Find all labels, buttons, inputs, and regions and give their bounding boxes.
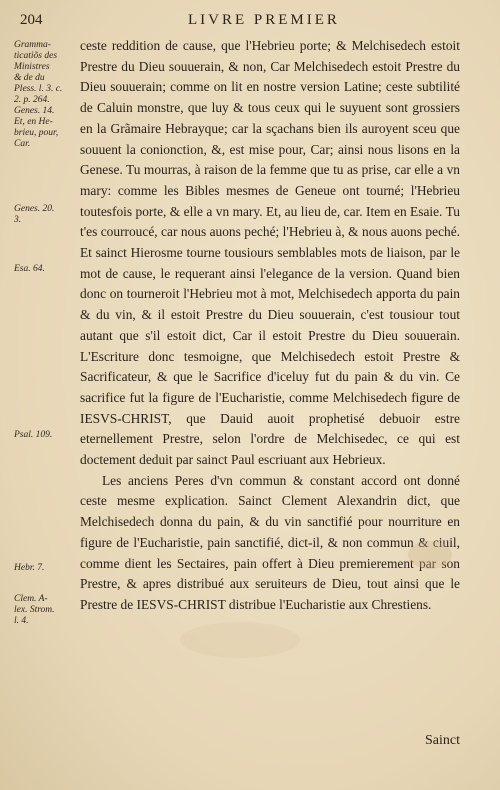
margin-note: Esa. 64. [14,264,45,274]
page-header [18,12,468,34]
body-text [80,36,460,616]
margin-note: Genes. 20. 3. [14,204,55,225]
paragraph: Les anciens Peres d'vn commun & constant accord ont donné ceste mesme explication. Sainct Clement Alexandrin dict, que Melchisedech donna du pain, & du vin sanctifié pour nourriture en figure de l'Eucharistie, pain sanctifié, dict-il, & non commun & ciuil, comme dient les Sectaires, pain offert à Dieu premierement par son Prestre, & apres distribué aux seruiteurs de Dieu, tout ainsi que le Prestre de IESVS-CHRIST distribue l'Eucharistie aux Chrestiens. [80,472,460,612]
margin-note: Clem. A- lex. Strom. l. 4. [14,594,55,626]
margin-note: Hebr. 7. [14,563,45,573]
margin-note: Gramma- ticatiõs des Ministres & de du Pless. l. 3. c. 2. p. 264. Genes. 14. Et, en He- brieu, pour, Car. [14,40,63,149]
page-number: 204 [20,12,43,28]
catchword: Sainct [425,733,460,748]
margin-note: Psal. 109. [14,430,53,440]
paragraph: ceste reddition de cause, que l'Hebrieu porte; & Melchisedech estoit Prestre du Dieu souuerain, & non, Car Melchisedech estoit Prestre du Dieu souuerain; comme on lit en nostre version Latine; ceste subtilité de Caluin monstre, que luy & tous ceux qui le suyuent sont grossiers en la Grãmaire Hebrayque; car la sçachans bien ils auroyent sceu que souuent la conionction, &, est mise pour, Car; ainsi nous lisons en la Genese. Tu mourras, à raison de la femme que tu as prise, car elle a vn mary: comme les Bibles mesmes de Geneue ont tourné; l'Hebrieu toutesfois porte, & elle a vn mary. Et, au lieu de, car. Item en Esaie. Tu t'es courroucé, car nous auons peché; l'Hebrieu à, & nous auons peché. Et sainct Hierosme tourne tousiours semblables mots de liaison, par le mot de cause, le requerant ainsi l'elegance de la version. Quand bien donc on tourneroit l'Hebrieu mot à mot, Melchisedech apporta du pain & du vin, & il estoit Prestre du Dieu souuerain, c'est tousiour tout autant que s'il estoit dict, Car il estoit Prestre du Dieu souuerain. L'Escriture donc tesmoigne, que Melchisedech estoit Prestre & Sacrificateur, & que le Sacrifice d'iceluy fut du pain & du vin. Ce sacrifice fut la figure de l'Eucharistie, comme Melchisedech figure de IESVS-CHRIST, que Dauid auoit prophetisé debuoir estre eternellement Prestre, selon l'ordre de Melchisedec, ce qui est doctement deduit par sainct Paul escriuant aux Hebrieux. [80,38,460,468]
running-title: LIVRE PREMIER [188,12,340,28]
